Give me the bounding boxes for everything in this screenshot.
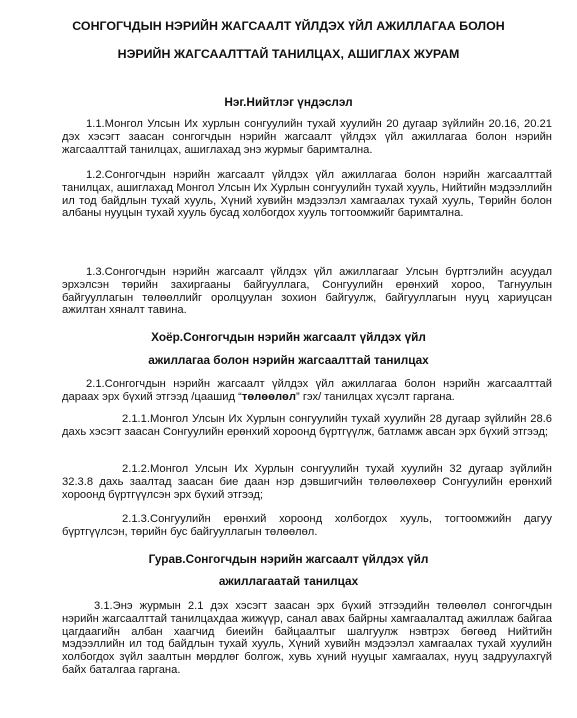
- document-title-line-2: НЭРИЙН ЖАГСААЛТТАЙ ТАНИЛЦАХ, АШИГЛАХ ЖУРАМ: [117, 47, 460, 61]
- paragraph-2-1: [62, 378, 552, 404]
- paragraph-2-1-1: 2.1.1.Монгол Улсын Их Хурлын сонгуулийн тухай хуулийн 28 дугаар зүйлийн 28.6 дахь хэсэгт заасан Сонгуулийн ерөнхий хороонд бүртгүүлж, батламж авсан эрх бүхий этгээд;: [62, 413, 552, 438]
- paragraph-3-1: 3.1.Энэ журмын 2.1 дэх хэсэгт заасан эрх бүхий этгээдийн төлөөлөл сонгогчдын нэрийн жагсаалттай танилцахдаа жижүүр, санал авах байрны хамгаалалтад ажиллаж байгаа цагдаагийн албан хаагчид биеийн байцаалтыг шалгуулж нэвтрэх бөгөөд Нийтийн мэдээллийн ил тод байдлын тухай хууль, Хүний хувийн мэдээлэл хамгаалах тухай хуулийн холбогдох зүйл заалтын мөрдлөг болгож, хувь хүний нууцыг хамгаалах, нууц задруулахгүй байх баталгаа гаргана.: [62, 600, 552, 676]
- section-3-heading-line-2: ажиллагаатай танилцах: [218, 574, 359, 588]
- paragraph-2-1-2: 2.1.2.Монгол Улсын Их Хурлын сонгуулийн тухай хуулийн 32 дугаар зүйлийн 32.3.8 дахь заалтад заасан бие даан нэр дэвшигчийн төлөөлөхөөр Сонгуулийн ерөнхий хороонд бүртгүүлсэн эрх бүхий этгээд;: [62, 463, 552, 501]
- paragraph-1-1: 1.1.Монгол Улсын Их хурлын сонгуулийн тухай хуулийн 20 дугаар зүйлийн 20.16, 20.21 дэх хэсэгт заасан сонгогчдын нэрийн жагсаалт үйлдэх үйл ажиллагаа болон нэрийн жагсаалттай танилцах, ашиглахад энэ журмыг баримтална.: [62, 118, 552, 156]
- section-3-heading-line-1: Гурав.Сонгогчдын нэрийн жагсаалт үйлдэх үйл: [148, 552, 429, 566]
- document-title-line-1: СОНГОГЧДЫН НЭРИЙН ЖАГСААЛТ ҮЙЛДЭХ ҮЙЛ АЖИЛЛАГАА БОЛОН: [72, 19, 505, 33]
- paragraph-1-2: 1.2.Сонгогчдын нэрийн жагсаалт үйлдэх үйл ажиллагаа болон нэрийн жагсаалттай танилцах, ашиглахад Монгол Улсын Их Хурлын сонгуулийн тухай хууль, Нийтийн мэдээллийн ил тод байдлын тухай хууль, Хүний хувийн мэдээлэл хамгаалах тухай хууль, Төрийн болон албаны нууцын тухай хууль бусад холбогдох хууль тогтоомжийг баримтална.: [62, 169, 552, 220]
- paragraph-2-1-3: 2.1.3.Сонгуулийн ерөнхий хороонд холбогдох хууль, тогтоомжийн дагуу бүртгүүлсэн, төрийн бус байгууллагын төлөөлөл.: [62, 513, 552, 538]
- section-1-heading: Нэг.Нийтлэг үндэслэл: [224, 95, 353, 109]
- paragraph-2-1-bold-term: төлөөлөл: [241, 390, 296, 403]
- paragraph-1-3: 1.3.Сонгогчдын нэрийн жагсаалт үйлдэх үйл ажиллагааг Улсын бүртгэлийн асуудал эрхэлсэн төрийн захиргааны байгууллага, Сонгуулийн ерөнхий хороо, Тагнуулын байгууллагын төлөөллийг оролцуулан зохион байгуулж, байгууллагын нууц хариуцсан ажилтан хяналт тавина.: [62, 266, 552, 317]
- section-2-heading-line-2: ажиллагаа болон нэрийн жагсаалттай танилцах: [148, 353, 429, 367]
- section-2-heading-line-1: Хоёр.Сонгогчдын нэрийн жагсаалт үйлдэх үйл: [151, 330, 426, 344]
- paragraph-2-1-text-a: 2.1.Сонгогчдын нэрийн жагсаалт үйлдэх үйл ажиллагаа болон нэрийн жагсаалттай дараах эрх бүхий этгээд /цаашид “: [62, 378, 552, 403]
- paragraph-2-1-text-b: ” гэх/ танилцах хүсэлт гаргана.: [296, 390, 455, 403]
